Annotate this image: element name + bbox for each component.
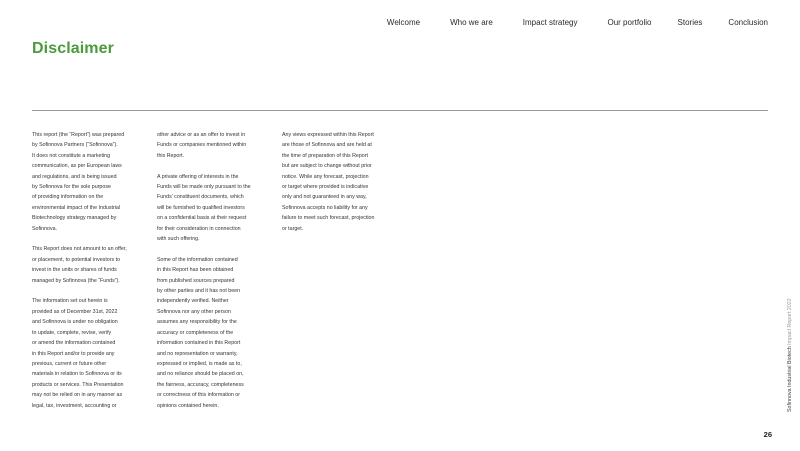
nav-impact-strategy[interactable]: Impact strategy — [522, 18, 578, 27]
nav-welcome[interactable]: Welcome — [386, 18, 421, 27]
nav-our-portfolio[interactable]: Our portfolio — [607, 18, 652, 27]
disclaimer-column-1 — [32, 130, 150, 421]
nav-stories[interactable]: Stories — [677, 18, 703, 27]
page-title: Disclaimer — [32, 40, 114, 57]
disclaimer-column-2 — [157, 130, 275, 421]
nav-conclusion[interactable]: Conclusion — [728, 18, 768, 27]
disclaimer-paragraph: other advice or as an offer to invest in Funds or companies mentioned within this Report. — [157, 132, 247, 159]
sidebar-company: Sofinnova Industrial Biotech — [787, 346, 793, 412]
disclaimer-paragraph: This Report does not amount to an offer, or placement, to potential investors to invest in the units or shares of funds managed by Sofinnova (the “Funds”). — [32, 246, 127, 284]
page-number: 26 — [763, 430, 772, 439]
disclaimer-column-3 — [282, 130, 400, 244]
disclaimer-paragraph: Any views expressed within this Report are those of Sofinnova and are held at the time of preparation of this Report but are subject to change without prior notice. While any forecast, projection or target where provided is indicative only and not guaranteed in any way, Sofinnova accepts no liability for any failure to meet such forecast, projection or target. — [282, 132, 375, 232]
disclaimer-paragraph: The information set out herein is provided as of December 31st, 2022 and Sofinnova is under no obligation to update, complete, revise, verify or amend the information contained in this Report and/or to provide any previous, current or future other materials in relation to Sofinnova or its products or services. This Presentation may not be relied on in any manner as legal, tax, investment, accounting or — [32, 298, 124, 409]
top-navigation — [387, 18, 768, 27]
disclaimer-paragraph: Some of the information contained in this Report has been obtained from published sources prepared by other parties and it has not been independently verified. Neither Sofinnova nor any other person assumes any responsibility for the accuracy or completeness of the information contained in this Report and no representation or warranty, expressed or implied, is made as to, and no reliance should be placed on, the fairness, accuracy, completeness or correctness of this information or opinions contained herein. — [157, 256, 244, 409]
sidebar-report: Impact Report 2022 — [787, 298, 793, 345]
disclaimer-paragraph: This report (the “Report”) was prepared by Sofinnova Partners (“Sofinnova”). It does not constitute a marketing communication, as per European laws and regulations, and is being issued by Sofinnova for the sole purpose of providing information on the environmental impact of the Industrial Biotechnology strategy managed by Sofinnova. — [32, 132, 125, 232]
section-divider — [32, 110, 768, 111]
disclaimer-paragraph: A private offering of interests in the Funds will be made only pursuant to the Funds’ constituent documents, which will be furnished to qualified investors on a confidential basis at their request for their consideration in connection with such offering. — [157, 173, 251, 243]
report-sidebar-label — [787, 298, 793, 412]
nav-who-we-are[interactable]: Who we are — [450, 18, 493, 27]
